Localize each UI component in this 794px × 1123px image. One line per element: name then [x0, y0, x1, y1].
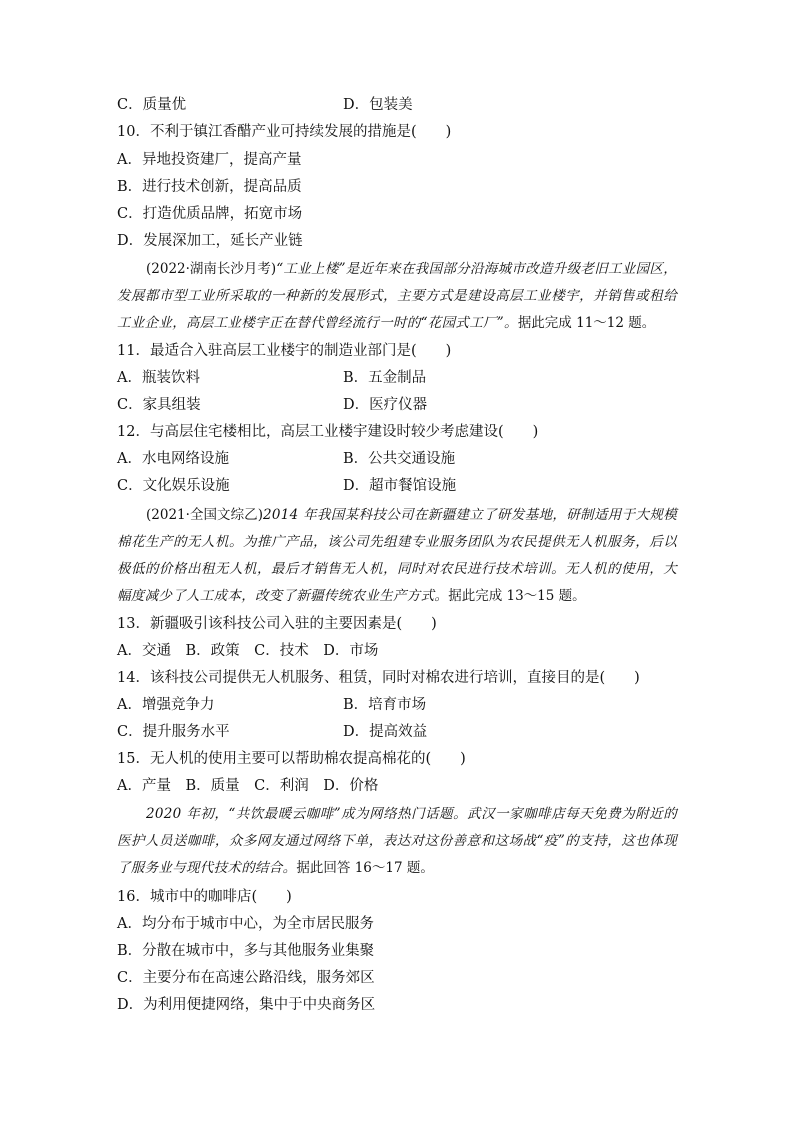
- q11-stem: 11．最适合入驻高层工业楼宇的制造业部门是( ): [117, 343, 452, 359]
- q11-option-a: A．瓶装饮料: [117, 370, 200, 386]
- q16-option-d: D．为利用便捷网络，集中于中央商务区: [117, 997, 376, 1013]
- q14-option-c: C．提升服务水平: [117, 724, 230, 740]
- q12-option-a: A．水电网络设施: [117, 451, 229, 467]
- passage-2-text: 2014 年我国某科技公司在新疆建立了研发基地，研制适用于大规模棉花生产的无人机。为推广产品，该公司先组建专业服务团队为农民提供无人机服务，后以极低的价格出租无人机，最后才销售无人机，同时对农民进行技术培训。无人机的使用，大幅度减少了人工成本，改变了新疆传统农业生产方式。: [117, 507, 677, 604]
- q12-option-b: B．公共交通设施: [343, 451, 456, 467]
- q10-option-c: C．打造优质品牌，拓宽市场: [117, 206, 303, 222]
- passage-3: [117, 801, 677, 882]
- q10-option-a: A．异地投资建厂，提高产量: [117, 152, 302, 168]
- q16-option-c: C．主要分布在高速公路沿线，服务郊区: [117, 970, 375, 986]
- q11-option-c: C．家具组装: [117, 397, 201, 413]
- passage-3-tail: 据此回答 16～17 题。: [296, 860, 434, 876]
- q13-stem: 13．新疆吸引该科技公司入驻的主要因素是( ): [117, 616, 437, 632]
- q12-stem: 12．与高层住宅楼相比，高层工业楼宇建设时较少考虑建设( ): [117, 424, 539, 440]
- passage-2: [117, 502, 677, 610]
- q9-option-d: D．包装美: [343, 97, 413, 113]
- q16-stem: 16．城市中的咖啡店( ): [117, 889, 292, 905]
- passage-2-tail: 据此完成 13～15 题。: [448, 588, 586, 604]
- q9-option-c: C．质量优: [117, 97, 187, 113]
- q14-stem: 14．该科技公司提供无人机服务、租赁，同时对棉农进行培训，直接目的是( ): [117, 670, 640, 686]
- passage-1: [117, 256, 677, 337]
- passage-3-text: 2020 年初，“共饮最暖云咖啡”成为网络热门话题。武汉一家咖啡店每天免费为附近的医护人员送咖啡，众多网友通过网络下单，表达对这份善意和这场战“疫”的支持，这也体现了服务业与现代技术的结合。: [117, 806, 677, 876]
- q12-option-c: C．文化娱乐设施: [117, 478, 230, 494]
- q11-option-b: B．五金制品: [343, 370, 427, 386]
- q16-option-b: B．分散在城市中，多与其他服务业集聚: [117, 943, 375, 959]
- q16-option-a: A．均分布于城市中心，为全市居民服务: [117, 916, 374, 932]
- q15-stem: 15．无人机的使用主要可以帮助棉农提高棉花的( ): [117, 751, 466, 767]
- q11-option-d: D．医疗仪器: [343, 397, 428, 413]
- q10-option-d: D．发展深加工，延长产业链: [117, 233, 303, 249]
- passage-2-source: (2021·全国文综乙): [146, 507, 263, 523]
- q14-option-b: B．培育市场: [343, 697, 427, 713]
- q10-option-b: B．进行技术创新，提高品质: [117, 179, 302, 195]
- q12-option-d: D．超市餐馆设施: [343, 478, 457, 494]
- passage-1-text: “工业上楼”是近年来在我国部分沿海城市改造升级老旧工业园区，发展都市型工业所采取的一种新的发展形式，主要方式是建设高层工业楼宇，并销售或租给工业企业，高层工业楼宇正在替代曾经流行一时的“花园式工厂”。: [117, 261, 677, 331]
- q14-option-d: D．提高效益: [343, 724, 428, 740]
- q15-options: A．产量 B．质量 C．利润 D．价格: [117, 778, 379, 794]
- q13-options: A．交通 B．政策 C．技术 D．市场: [117, 643, 379, 659]
- passage-1-tail: 据此完成 11～12 题。: [517, 315, 656, 331]
- passage-1-source: (2022·湖南长沙月考): [146, 261, 277, 277]
- q14-option-a: A．增强竞争力: [117, 697, 215, 713]
- q10-stem: 10．不利于镇江香醋产业可持续发展的措施是( ): [117, 124, 452, 140]
